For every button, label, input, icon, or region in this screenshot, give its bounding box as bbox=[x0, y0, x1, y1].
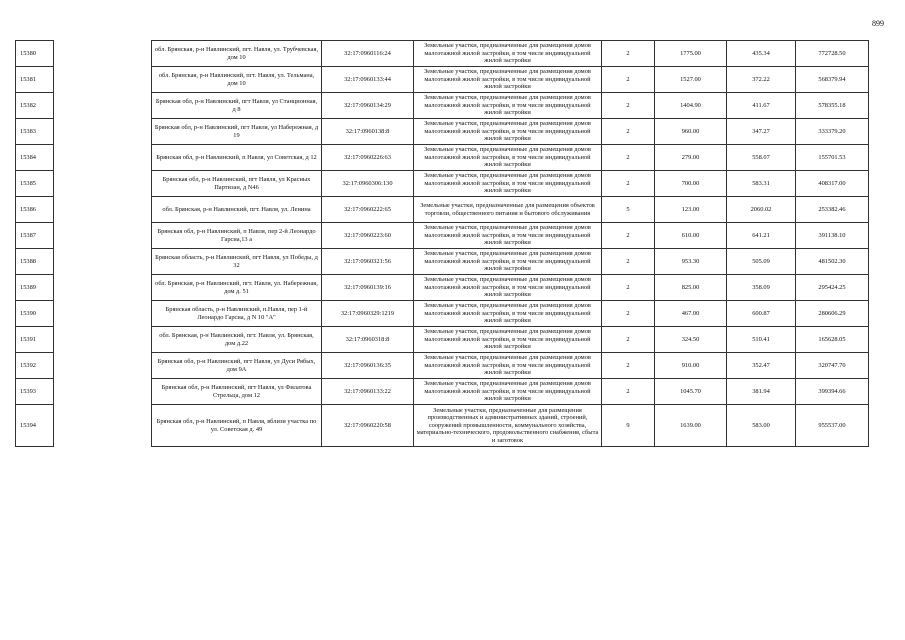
cell-specific-value: 411.67 bbox=[727, 93, 796, 119]
table-row bbox=[16, 223, 869, 249]
cell-specific-value: 558.07 bbox=[727, 145, 796, 171]
cell-cadastral-value: 165628.05 bbox=[796, 327, 869, 353]
cell-area: 123.00 bbox=[655, 197, 727, 223]
cell-group: 2 bbox=[602, 301, 655, 327]
cell-specific-value: 583.31 bbox=[727, 171, 796, 197]
cell-specific-value: 583.00 bbox=[727, 405, 796, 447]
cell-group: 2 bbox=[602, 67, 655, 93]
cell-specific-value: 352.47 bbox=[727, 353, 796, 379]
cell-address: обл. Брянская, р-н Навлинский, пгт. Навля, ул. Тельмана, дом 10 bbox=[152, 67, 322, 93]
cell-land-use: Земельные участки, предназначенные для размещения домов малоэтажной жилой застройки, в том числе индивидуальной жилой застройки bbox=[414, 93, 602, 119]
cell-cadastral-number: 32:17:0960136:35 bbox=[322, 353, 414, 379]
table-row bbox=[16, 353, 869, 379]
cell-gap bbox=[54, 379, 152, 405]
cell-gap bbox=[54, 223, 152, 249]
cell-group: 2 bbox=[602, 223, 655, 249]
cell-address: обл. Брянская, р-н Навлинский, пгт. Навля, ул. Брянская, дом д.22 bbox=[152, 327, 322, 353]
cell-number: 15394 bbox=[16, 405, 54, 447]
cell-group: 5 bbox=[602, 197, 655, 223]
cell-area: 825.00 bbox=[655, 275, 727, 301]
cell-group: 2 bbox=[602, 327, 655, 353]
cell-number: 15393 bbox=[16, 379, 54, 405]
cell-cadastral-value: 568379.94 bbox=[796, 67, 869, 93]
cell-cadastral-value: 481502.30 bbox=[796, 249, 869, 275]
cell-group: 2 bbox=[602, 93, 655, 119]
table-row bbox=[16, 41, 869, 67]
cell-group: 2 bbox=[602, 249, 655, 275]
table-row bbox=[16, 119, 869, 145]
cell-cadastral-number: 32:17:0960220:58 bbox=[322, 405, 414, 447]
cell-specific-value: 358.09 bbox=[727, 275, 796, 301]
cell-group: 2 bbox=[602, 379, 655, 405]
cell-number: 15384 bbox=[16, 145, 54, 171]
cell-cadastral-value: 333379.20 bbox=[796, 119, 869, 145]
table-row bbox=[16, 275, 869, 301]
cell-gap bbox=[54, 171, 152, 197]
table-row bbox=[16, 249, 869, 275]
cell-area: 960.00 bbox=[655, 119, 727, 145]
cell-cadastral-value: 253382.46 bbox=[796, 197, 869, 223]
cell-gap bbox=[54, 301, 152, 327]
cell-group: 2 bbox=[602, 353, 655, 379]
cell-gap bbox=[54, 327, 152, 353]
cell-land-use: Земельные участки, предназначенные для размещения домов малоэтажной жилой застройки, в том числе индивидуальной жилой застройки bbox=[414, 223, 602, 249]
cell-cadastral-value: 320747.70 bbox=[796, 353, 869, 379]
cell-number: 15382 bbox=[16, 93, 54, 119]
cell-gap bbox=[54, 145, 152, 171]
cell-area: 953.30 bbox=[655, 249, 727, 275]
cell-area: 1527.00 bbox=[655, 67, 727, 93]
cell-cadastral-number: 32:17:0960133:22 bbox=[322, 379, 414, 405]
cell-cadastral-number: 32:17:0960116:24 bbox=[322, 41, 414, 67]
cell-cadastral-number: 32:17:0960139:16 bbox=[322, 275, 414, 301]
cell-land-use: Земельные участки, предназначенные для размещения домов малоэтажной жилой застройки, в том числе индивидуальной жилой застройки bbox=[414, 249, 602, 275]
cell-cadastral-value: 295424.25 bbox=[796, 275, 869, 301]
cell-number: 15387 bbox=[16, 223, 54, 249]
cell-land-use: Земельные участки, предназначенные для размещения домов малоэтажной жилой застройки, в том числе индивидуальной жилой застройки bbox=[414, 353, 602, 379]
table-row bbox=[16, 171, 869, 197]
cell-cadastral-number: 32:17:0960223:60 bbox=[322, 223, 414, 249]
cell-specific-value: 505.09 bbox=[727, 249, 796, 275]
cell-group: 2 bbox=[602, 41, 655, 67]
cell-cadastral-number: 32:17:0960318:8 bbox=[322, 327, 414, 353]
cell-gap bbox=[54, 275, 152, 301]
cell-land-use: Земельные участки, предназначенные для размещения объектов торговли, общественного питания и бытового обслуживания bbox=[414, 197, 602, 223]
cell-address: Брянская обл, р-н Навлинский, п Навля, ул Советская, д 12 bbox=[152, 145, 322, 171]
cell-address: Брянская обл, р-н Навлинский, п Навля, пер 2-й Леонардо Гарсиа,13 а bbox=[152, 223, 322, 249]
cell-specific-value: 435.34 bbox=[727, 41, 796, 67]
cell-land-use: Земельные участки, предназначенные для размещения домов малоэтажной жилой застройки, в том числе индивидуальной жилой застройки bbox=[414, 119, 602, 145]
cell-gap bbox=[54, 119, 152, 145]
cell-cadastral-value: 772728.50 bbox=[796, 41, 869, 67]
cell-address: Брянская обл, р-н Навлинский, пгт Навля, ул Филатова Стрельца, дом 12 bbox=[152, 379, 322, 405]
cell-specific-value: 641.21 bbox=[727, 223, 796, 249]
cell-cadastral-number: 32:17:0960306:130 bbox=[322, 171, 414, 197]
cell-number: 15389 bbox=[16, 275, 54, 301]
cell-cadastral-value: 399394.66 bbox=[796, 379, 869, 405]
cell-specific-value: 2060.02 bbox=[727, 197, 796, 223]
table-row bbox=[16, 67, 869, 93]
cell-number: 15383 bbox=[16, 119, 54, 145]
cell-address: обл. Брянская, р-н Навлинский, пгт. Навля, ул. Трубчевская, дом 10 bbox=[152, 41, 322, 67]
cell-area: 1045.70 bbox=[655, 379, 727, 405]
cell-address: Брянская обл, р-н Навлинский, пгт Навля, ул Набережная, д 19 bbox=[152, 119, 322, 145]
cell-specific-value: 372.22 bbox=[727, 67, 796, 93]
cell-number: 15390 bbox=[16, 301, 54, 327]
cell-group: 2 bbox=[602, 171, 655, 197]
cell-gap bbox=[54, 93, 152, 119]
cell-specific-value: 510.41 bbox=[727, 327, 796, 353]
cell-group: 2 bbox=[602, 145, 655, 171]
cell-cadastral-number: 32:17:0960321:56 bbox=[322, 249, 414, 275]
cell-number: 15380 bbox=[16, 41, 54, 67]
table-row bbox=[16, 327, 869, 353]
cell-area: 1404.90 bbox=[655, 93, 727, 119]
cell-land-use: Земельные участки, предназначенные для размещения домов малоэтажной жилой застройки, в том числе индивидуальной жилой застройки bbox=[414, 171, 602, 197]
cell-number: 15385 bbox=[16, 171, 54, 197]
cell-address: Брянская обл, р-н Навлинский, пгт Навля, ул Красных Партизан, д N46 bbox=[152, 171, 322, 197]
cell-land-use: Земельные участки, предназначенные для размещения домов малоэтажной жилой застройки, в том числе индивидуальной жилой застройки bbox=[414, 301, 602, 327]
cell-address: Брянская обл, р-н Навлинский, пгт Навля, ул Дуси Рябых, дом 9А bbox=[152, 353, 322, 379]
cell-gap bbox=[54, 249, 152, 275]
cell-number: 15391 bbox=[16, 327, 54, 353]
cell-land-use: Земельные участки, предназначенные для размещения домов малоэтажной жилой застройки, в том числе индивидуальной жилой застройки bbox=[414, 67, 602, 93]
cell-land-use: Земельные участки, предназначенные для размещения домов малоэтажной жилой застройки, в том числе индивидуальной жилой застройки bbox=[414, 145, 602, 171]
cell-cadastral-value: 578355.18 bbox=[796, 93, 869, 119]
table-row bbox=[16, 301, 869, 327]
cell-cadastral-value: 155701.53 bbox=[796, 145, 869, 171]
cell-land-use: Земельные участки, предназначенные для размещения домов малоэтажной жилой застройки, в том числе индивидуальной жилой застройки bbox=[414, 41, 602, 67]
cell-area: 910.00 bbox=[655, 353, 727, 379]
cell-cadastral-number: 32:17:0960329:1219 bbox=[322, 301, 414, 327]
cell-specific-value: 381.94 bbox=[727, 379, 796, 405]
cell-address: Брянская обл, р-н Навлинский, п Навля, вблизи участка по ул. Советская д. 49 bbox=[152, 405, 322, 447]
cell-cadastral-number: 32:17:0960222:65 bbox=[322, 197, 414, 223]
cell-group: 2 bbox=[602, 275, 655, 301]
cell-gap bbox=[54, 41, 152, 67]
table-row bbox=[16, 405, 869, 447]
cell-number: 15386 bbox=[16, 197, 54, 223]
table-row bbox=[16, 379, 869, 405]
cell-address: Брянская область, р-н Навлинский, пгт Навля, ул Победы, д 32 bbox=[152, 249, 322, 275]
cell-area: 279.00 bbox=[655, 145, 727, 171]
cell-cadastral-value: 391138.10 bbox=[796, 223, 869, 249]
cell-cadastral-number: 32:17:0960133:44 bbox=[322, 67, 414, 93]
table-row bbox=[16, 145, 869, 171]
cell-address: обл. Брянская, р-н Навлинский, пгт. Навля, ул. Набережная, дом д. 51 bbox=[152, 275, 322, 301]
cell-area: 1775.00 bbox=[655, 41, 727, 67]
cell-area: 700.00 bbox=[655, 171, 727, 197]
cell-group: 9 bbox=[602, 405, 655, 447]
cell-gap bbox=[54, 405, 152, 447]
cell-cadastral-number: 32:17:0960226:63 bbox=[322, 145, 414, 171]
cell-number: 15381 bbox=[16, 67, 54, 93]
cell-gap bbox=[54, 353, 152, 379]
page-number: 899 bbox=[872, 19, 884, 28]
cell-number: 15392 bbox=[16, 353, 54, 379]
cell-cadastral-number: 32:17:0960138:8 bbox=[322, 119, 414, 145]
cell-group: 2 bbox=[602, 119, 655, 145]
cell-land-use: Земельные участки, предназначенные для размещения производственных и административных зданий, строений, сооружений промышленности, коммунального хозяйства, материально-технического, продовольственного снабжения, сбыта и заготовок bbox=[414, 405, 602, 447]
cell-area: 467.00 bbox=[655, 301, 727, 327]
cell-area: 324.50 bbox=[655, 327, 727, 353]
cell-address: обл. Брянская, р-н Навлинский, пгт. Навля, ул. Ленина bbox=[152, 197, 322, 223]
table-row bbox=[16, 93, 869, 119]
cell-address: Брянская обл, р-н Навлинский, пгт Навля, ул Станционная, д 8 bbox=[152, 93, 322, 119]
cell-address: Брянская область, р-н Навлинский, п.Навля, пер 1-й Леонардо Гарсиа, д N 10 "А" bbox=[152, 301, 322, 327]
cell-area: 1639.00 bbox=[655, 405, 727, 447]
cell-gap bbox=[54, 197, 152, 223]
cell-land-use: Земельные участки, предназначенные для размещения домов малоэтажной жилой застройки, в том числе индивидуальной жилой застройки bbox=[414, 379, 602, 405]
cell-land-use: Земельные участки, предназначенные для размещения домов малоэтажной жилой застройки, в том числе индивидуальной жилой застройки bbox=[414, 327, 602, 353]
cell-gap bbox=[54, 67, 152, 93]
table-row bbox=[16, 197, 869, 223]
cell-area: 610.00 bbox=[655, 223, 727, 249]
cell-specific-value: 600.87 bbox=[727, 301, 796, 327]
cell-specific-value: 347.27 bbox=[727, 119, 796, 145]
cell-cadastral-value: 408317.00 bbox=[796, 171, 869, 197]
cell-cadastral-value: 955537.00 bbox=[796, 405, 869, 447]
cell-cadastral-value: 280606.29 bbox=[796, 301, 869, 327]
cell-number: 15388 bbox=[16, 249, 54, 275]
land-registry-table bbox=[15, 40, 869, 447]
cell-land-use: Земельные участки, предназначенные для размещения домов малоэтажной жилой застройки, в том числе индивидуальной жилой застройки bbox=[414, 275, 602, 301]
cell-cadastral-number: 32:17:0960134:29 bbox=[322, 93, 414, 119]
